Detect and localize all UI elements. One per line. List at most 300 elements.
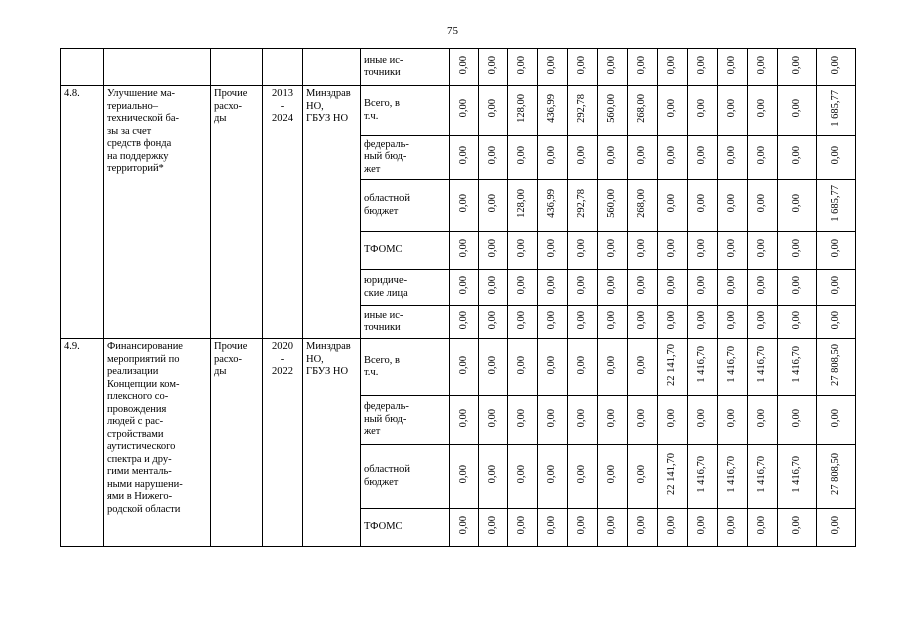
value-cell [748,232,778,270]
value-text: 0,00 [756,516,768,535]
value-text: 0,00 [546,310,558,329]
value-cell [658,270,688,306]
executor: Минздрав НО, ГБУЗ НО [303,86,361,339]
value-text: 0,00 [546,408,558,427]
value-text: 0,00 [457,276,469,295]
value-cell [658,180,688,232]
value-cell [817,49,856,86]
value-cell [628,396,658,445]
value-cell [658,306,688,339]
value-text: 0,00 [726,99,738,118]
value-cell [688,445,718,509]
value-text: 0,00 [696,146,708,165]
value-cell [658,339,688,396]
value-text: 268,00 [636,93,648,123]
value-text: 0,00 [636,55,648,74]
period-cell [263,86,303,339]
value-text: 0,00 [546,276,558,295]
value-cell [479,180,508,232]
value-cell [658,445,688,509]
value-text: 268,00 [636,188,648,218]
value-text: 1 416,70 [756,455,768,493]
value-text: 0,00 [606,516,618,535]
value-text: 1 416,70 [790,346,802,384]
value-text: 0,00 [546,146,558,165]
value-cell [628,339,658,396]
value-text: 0,00 [606,146,618,165]
value-text: 0,00 [696,239,708,258]
value-text: 292,78 [576,93,588,123]
value-cell [508,306,538,339]
value-text: 0,00 [756,239,768,258]
value-cell [598,180,628,232]
value-cell [688,396,718,445]
value-text: 292,78 [576,188,588,218]
value-text: 0,00 [576,516,588,535]
value-text: 22 141,70 [666,343,678,386]
source-cell: Всего, в т.ч. [361,339,450,396]
item-index: 4.9. [61,339,104,547]
value-text: 0,00 [666,146,678,165]
value-cell [598,306,628,339]
value-text: 0,00 [457,55,469,74]
value-text: 22 141,70 [666,453,678,496]
value-text: 0,00 [726,516,738,535]
value-text: 0,00 [486,146,498,165]
value-cell [688,136,718,180]
value-cell [658,232,688,270]
empty-cell [211,49,263,86]
value-cell [598,509,628,547]
value-cell [688,232,718,270]
value-text: 0,00 [576,55,588,74]
value-text: 0,00 [576,276,588,295]
value-text: 0,00 [790,516,802,535]
value-cell [538,306,568,339]
value-cell [718,339,748,396]
value-text: 0,00 [516,239,528,258]
value-cell [628,136,658,180]
value-text: 0,00 [457,146,469,165]
value-cell [688,86,718,136]
empty-cell [303,49,361,86]
value-text: 0,00 [790,408,802,427]
value-text: 0,00 [829,408,841,427]
executor: Минздрав НО, ГБУЗ НО [303,339,361,547]
value-text: 0,00 [829,310,841,329]
period-end: 2022 [272,366,293,377]
value-text: 0,00 [790,276,802,295]
value-cell [748,339,778,396]
value-cell [508,136,538,180]
value-text: 128,00 [516,93,528,123]
value-text: 0,00 [636,355,648,374]
value-text: 0,00 [756,194,768,213]
value-cell [817,270,856,306]
value-text: 0,00 [726,310,738,329]
value-text: 0,00 [516,55,528,74]
value-cell [748,136,778,180]
value-cell [508,86,538,136]
value-text: 0,00 [486,465,498,484]
value-cell [450,270,479,306]
value-text: 0,00 [576,408,588,427]
value-cell [598,136,628,180]
value-text: 1 416,70 [696,346,708,384]
value-cell [658,509,688,547]
value-text: 0,00 [546,239,558,258]
value-text: 1 416,70 [756,346,768,384]
value-cell [479,306,508,339]
value-text: 0,00 [696,276,708,295]
value-text: 0,00 [666,194,678,213]
source-cell: ТФОМС [361,509,450,547]
value-text: 0,00 [696,55,708,74]
value-cell [568,49,598,86]
value-text: 0,00 [756,310,768,329]
value-cell [748,509,778,547]
value-cell [568,339,598,396]
source-cell: областной бюджет [361,180,450,232]
budget-table [60,48,856,547]
value-text: 0,00 [666,276,678,295]
value-cell [568,396,598,445]
value-cell [628,445,658,509]
value-text: 0,00 [636,310,648,329]
value-text: 0,00 [546,55,558,74]
value-cell [688,306,718,339]
value-text: 1 416,70 [726,455,738,493]
source-cell: федераль- ный бюд- жет [361,396,450,445]
value-cell [538,180,568,232]
value-text: 0,00 [756,146,768,165]
value-cell [778,270,817,306]
source-cell: ТФОМС [361,232,450,270]
value-text: 436,99 [546,93,558,123]
empty-cell [104,49,211,86]
value-text: 0,00 [516,408,528,427]
value-text: 0,00 [756,55,768,74]
value-text: 0,00 [457,408,469,427]
source-cell: федераль- ный бюд- жет [361,136,450,180]
value-text: 0,00 [726,276,738,295]
value-text: 0,00 [457,239,469,258]
value-cell [479,396,508,445]
value-text: 27 808,50 [829,453,841,496]
period-end: 2024 [272,113,293,124]
value-cell [628,86,658,136]
value-cell [658,136,688,180]
value-text: 0,00 [486,516,498,535]
value-text: 0,00 [606,408,618,427]
value-text: 0,00 [636,276,648,295]
value-cell [568,445,598,509]
period-dash: - [280,100,285,112]
value-text: 0,00 [829,516,841,535]
value-cell [688,49,718,86]
period-start: 2013 [272,88,293,99]
value-text: 0,00 [829,55,841,74]
value-cell [718,86,748,136]
value-text: 0,00 [606,465,618,484]
item-name: Финансирование мероприятий по реализации Концепции ком- плексного со- провождения людей с рас- стройствами аутистического спектра и дру- гими менталь- ными нарушени- ями в Нижего- родской области [104,339,211,547]
value-text: 0,00 [486,276,498,295]
value-text: 0,00 [457,465,469,484]
value-cell [778,445,817,509]
value-cell [817,339,856,396]
value-cell [748,49,778,86]
source-cell: иные ис- точники [361,49,450,86]
value-cell [628,509,658,547]
value-text: 0,00 [546,355,558,374]
value-text: 0,00 [516,146,528,165]
period-dash: - [280,353,285,365]
value-text: 0,00 [696,310,708,329]
value-text: 0,00 [486,239,498,258]
value-text: 0,00 [829,239,841,258]
value-text: 0,00 [636,408,648,427]
value-text: 0,00 [516,355,528,374]
value-text: 0,00 [756,99,768,118]
value-text: 560,00 [606,93,618,123]
value-cell [479,49,508,86]
value-cell [508,49,538,86]
value-text: 0,00 [516,276,528,295]
table-row [61,339,856,396]
value-cell [817,445,856,509]
value-cell [817,136,856,180]
value-cell [598,339,628,396]
value-cell [718,270,748,306]
value-cell [718,232,748,270]
value-cell [479,445,508,509]
value-text: 0,00 [636,146,648,165]
value-text: 0,00 [726,146,738,165]
value-text: 0,00 [636,239,648,258]
value-cell [817,86,856,136]
value-text: 128,00 [516,188,528,218]
value-cell [658,49,688,86]
value-text: 0,00 [636,516,648,535]
value-cell [598,445,628,509]
value-text: 0,00 [666,516,678,535]
value-text: 0,00 [756,408,768,427]
value-cell [538,86,568,136]
period-cell [263,339,303,547]
item-name: Улучшение ма- териально– технической ба- зы за счет средств фонда на поддержку территорий* [104,86,211,339]
value-text: 0,00 [666,310,678,329]
value-cell [450,136,479,180]
value-cell [688,509,718,547]
value-cell [718,445,748,509]
value-text: 0,00 [606,55,618,74]
value-text: 0,00 [790,194,802,213]
value-cell [450,232,479,270]
value-cell [748,270,778,306]
value-text: 1 416,70 [696,455,708,493]
value-text: 0,00 [696,516,708,535]
value-cell [450,306,479,339]
value-text: 0,00 [726,55,738,74]
value-text: 0,00 [486,99,498,118]
table-row [61,86,856,136]
value-text: 0,00 [666,55,678,74]
period-start: 2020 [272,341,293,352]
value-text: 1 685,77 [829,89,841,127]
value-cell [817,509,856,547]
value-cell [748,445,778,509]
value-cell [778,136,817,180]
value-text: 1 416,70 [790,455,802,493]
value-cell [778,509,817,547]
item-index: 4.8. [61,86,104,339]
value-text: 0,00 [457,310,469,329]
value-cell [688,339,718,396]
value-cell [450,396,479,445]
value-cell [598,49,628,86]
value-cell [778,339,817,396]
value-cell [778,180,817,232]
value-cell [450,509,479,547]
value-cell [628,270,658,306]
value-text: 0,00 [790,99,802,118]
value-cell [538,136,568,180]
source-cell: Всего, в т.ч. [361,86,450,136]
value-cell [817,396,856,445]
value-cell [718,180,748,232]
value-cell [538,445,568,509]
value-cell [748,86,778,136]
value-cell [479,339,508,396]
value-cell [688,180,718,232]
value-text: 0,00 [726,194,738,213]
value-text: 0,00 [696,99,708,118]
value-text: 0,00 [576,239,588,258]
value-text: 0,00 [666,408,678,427]
expense-type: Прочие расхо- ды [211,339,263,547]
value-cell [508,180,538,232]
source-cell: иные ис- точники [361,306,450,339]
value-cell [718,396,748,445]
value-text: 0,00 [546,465,558,484]
value-cell [718,136,748,180]
value-cell [450,49,479,86]
value-cell [718,306,748,339]
value-cell [778,306,817,339]
value-text: 0,00 [829,276,841,295]
value-cell [817,306,856,339]
value-cell [598,396,628,445]
value-text: 0,00 [696,194,708,213]
value-cell [538,270,568,306]
value-text: 0,00 [790,239,802,258]
value-cell [568,180,598,232]
value-cell [748,180,778,232]
value-cell [628,180,658,232]
value-cell [450,445,479,509]
value-text: 436,99 [546,188,558,218]
value-text: 0,00 [516,310,528,329]
value-text: 0,00 [576,465,588,484]
value-cell [778,86,817,136]
value-cell [778,232,817,270]
value-cell [817,232,856,270]
value-text: 0,00 [790,146,802,165]
value-cell [450,180,479,232]
value-cell [508,339,538,396]
value-cell [538,232,568,270]
value-text: 560,00 [606,188,618,218]
value-cell [568,136,598,180]
value-text: 0,00 [606,355,618,374]
empty-cell [61,49,104,86]
value-cell [508,509,538,547]
value-cell [568,86,598,136]
value-text: 0,00 [546,516,558,535]
value-text: 0,00 [606,310,618,329]
value-cell [688,270,718,306]
value-text: 0,00 [457,516,469,535]
value-cell [479,86,508,136]
value-text: 0,00 [790,55,802,74]
value-text: 1 685,77 [829,184,841,222]
value-cell [598,232,628,270]
value-cell [568,232,598,270]
empty-cell [263,49,303,86]
value-cell [508,270,538,306]
value-cell [598,86,628,136]
value-text: 0,00 [457,99,469,118]
value-cell [508,445,538,509]
value-text: 0,00 [666,239,678,258]
value-cell [568,270,598,306]
value-cell [568,509,598,547]
value-cell [778,49,817,86]
table-row [61,49,856,86]
value-cell [568,306,598,339]
value-cell [479,509,508,547]
value-cell [450,86,479,136]
value-text: 0,00 [790,310,802,329]
value-cell [538,49,568,86]
value-cell [628,49,658,86]
value-text: 0,00 [606,276,618,295]
value-cell [450,339,479,396]
value-text: 0,00 [516,516,528,535]
value-text: 0,00 [829,146,841,165]
value-cell [508,396,538,445]
value-text: 1 416,70 [726,346,738,384]
value-cell [479,270,508,306]
value-text: 0,00 [486,55,498,74]
value-text: 0,00 [726,239,738,258]
value-text: 0,00 [696,408,708,427]
value-text: 27 808,50 [829,343,841,386]
value-cell [718,49,748,86]
value-text: 0,00 [486,355,498,374]
value-text: 0,00 [576,355,588,374]
page-number: 75 [447,25,458,37]
value-cell [508,232,538,270]
value-cell [748,306,778,339]
value-text: 0,00 [516,465,528,484]
value-text: 0,00 [486,194,498,213]
expense-type: Прочие расхо- ды [211,86,263,339]
value-cell [778,396,817,445]
value-text: 0,00 [457,355,469,374]
value-cell [538,396,568,445]
value-text: 0,00 [457,194,469,213]
